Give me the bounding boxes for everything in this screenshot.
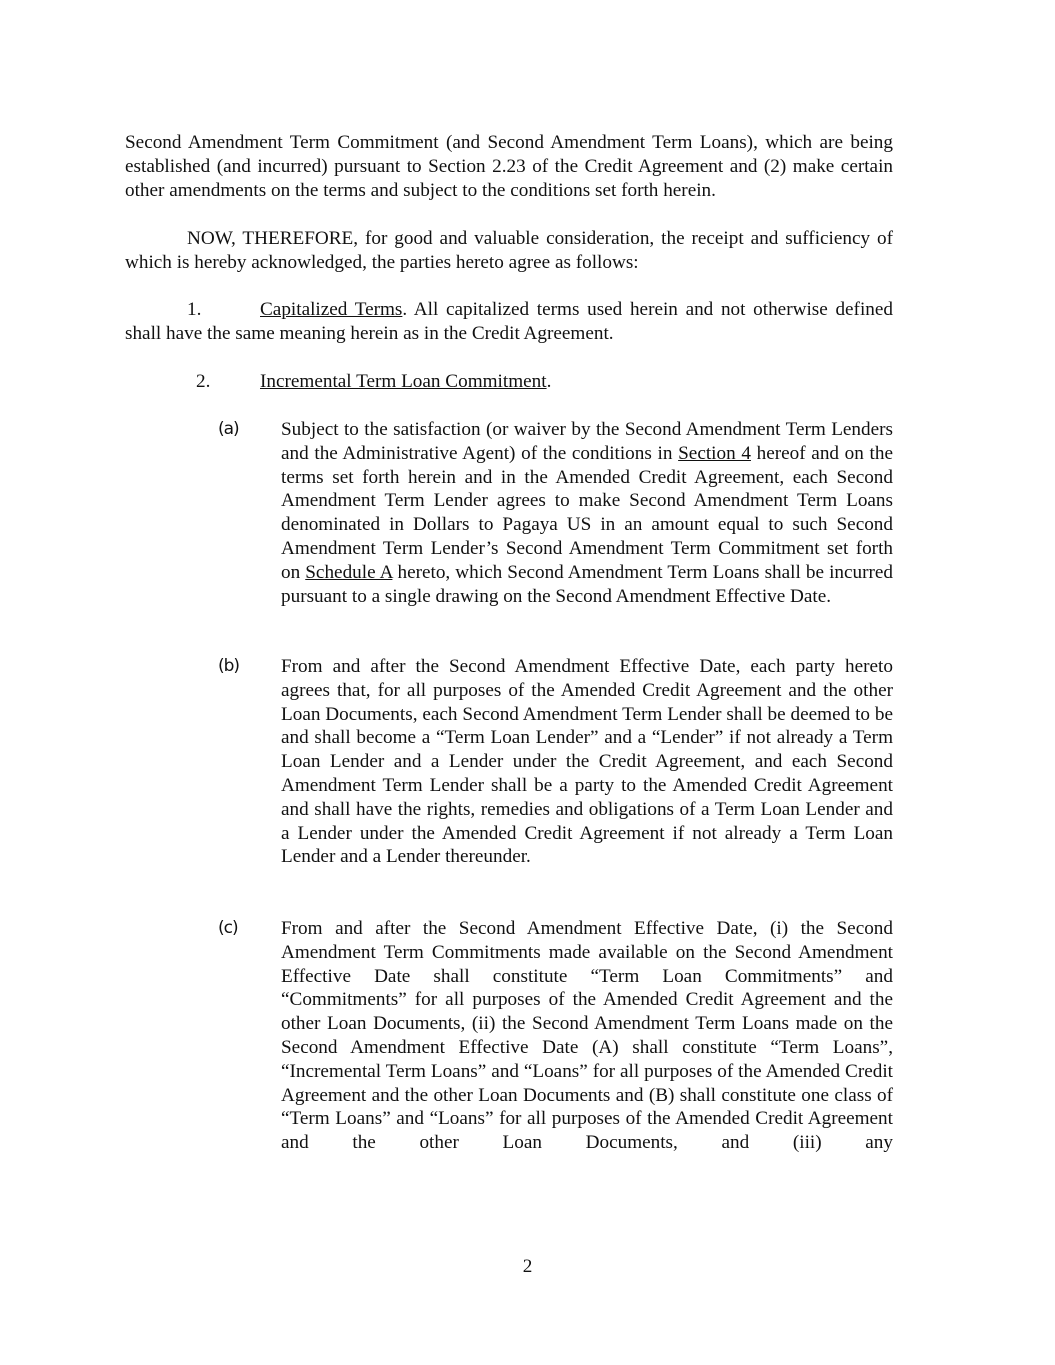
page-number: 2: [522, 1256, 533, 1277]
section-1-number: 1.: [187, 299, 202, 320]
subsection-a-text-part1: Subject to the satisfaction (or waiver by the Second Amendment Term Lenders and the Administrative Agent) of the conditions in: [281, 419, 893, 464]
subsection-b-label: (b): [218, 656, 240, 676]
subsection-c-label: (c): [218, 918, 238, 938]
subsection-c-text: From and after the Second Amendment Effective Date, (i) the Second Amendment Term Commitments made available on the Second Amendment Effective Date shall constitute “Term Loan Commitments” and “Commitments” for all purposes of the Amended Credit Agreement and the other Loan Documents, (ii) the Second Amendment Term Loans made on the Second Amendment Effective Date (A) shall constitute “Term Loans”, “Incremental Term Loans” and “Loans” for all purposes of the Amended Credit Agreement and the other Loan Documents and (B) shall constitute one class of “Term Loans” and “Loans” for all purposes of the Amended Credit Agreement and the other Loan Documents, and (iii) any: [281, 918, 893, 1154]
subsection-b-text: From and after the Second Amendment Effective Date, each party hereto agrees that, for all purposes of the Amended Credit Agreement and the other Loan Documents, each Second Amendment Term Lender shall be deemed to be and shall become a “Term Loan Lender” and a “Lender” if not already a Term Loan Lender and a Lender under the Credit Agreement, and each Second Amendment Term Lender shall be a party to the Amended Credit Agreement and shall have the rights, remedies and obligations of a Term Loan Lender and a Lender under the Amended Credit Agreement if not already a Term Loan Lender and a Lender thereunder.: [281, 656, 893, 868]
section-2-heading-end: .: [546, 371, 552, 392]
subsection-a-text-part3: hereto, which Second Amendment Term Loans shall be incurred pursuant to a single drawing on the Second Amendment Effective Date.: [281, 561, 894, 607]
intro-text: Second Amendment Term Commitment (and Second Amendment Term Loans), which are being established (and incurred) pursuant to Section 2.23 of the Credit Agreement and (2) make certain other amendments on the terms and subject to the conditions set forth herein.: [125, 132, 893, 201]
now-therefore-text: NOW, THEREFORE, for good and valuable consideration, the receipt and sufficiency of which is hereby acknowledged, the parties hereto agree as follows:: [125, 228, 893, 273]
schedule-a-reference: Schedule A: [305, 561, 393, 583]
section-1-paragraph: [125, 298, 893, 346]
subsection-a-text-part2: hereof and on the terms set forth herein and in the Amended Credit Agreement, each Second Amendment Term Lender agrees to make Second Amendment Term Loans denominated in Dollars to Pagaya US in an amount equal to such Second Amendment Term Lender’s Second Amendment Term Commitment set forth on: [281, 442, 893, 583]
subsection-a-text: [281, 418, 893, 608]
intro-paragraph: [125, 131, 893, 202]
now-therefore-paragraph: [125, 227, 893, 275]
section-1-heading: Capitalized Terms: [260, 299, 403, 320]
section-1-body: . All capitalized terms used herein and not otherwise defined shall have the same meaning herein as in the Credit Agreement.: [125, 299, 893, 344]
subsection-a-label: (a): [218, 419, 239, 439]
section-2-number: 2.: [196, 371, 211, 392]
section-2-heading: Incremental Term Loan Commitment: [260, 371, 547, 392]
section-4-reference: Section 4: [678, 442, 751, 464]
section-2-heading-line: [260, 370, 900, 394]
